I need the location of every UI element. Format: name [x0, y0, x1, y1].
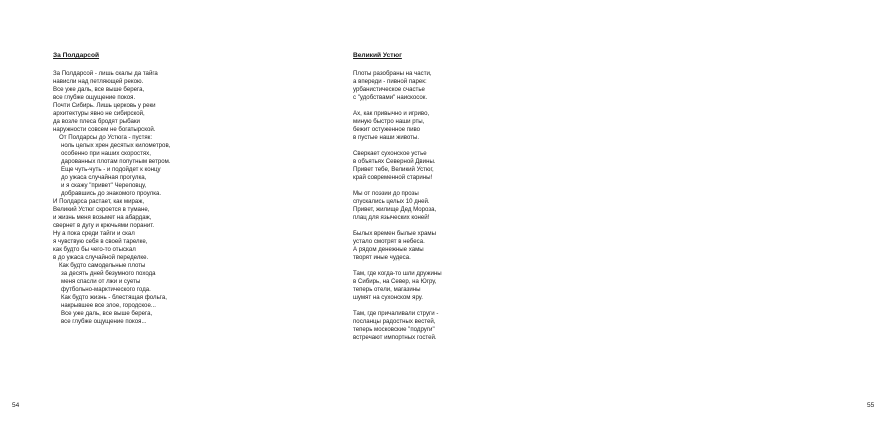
poem-line: Великий Устюг скроется в тумане,	[53, 206, 150, 213]
poem-line: Мы от поэзии до прозы	[353, 190, 419, 197]
poem-line: бежит остуженное пиво	[353, 126, 421, 133]
poem-line: и жизнь меня возьмет на абардаж,	[53, 214, 152, 221]
poem-line: все глубже ощущение покоя.	[53, 94, 136, 101]
poem-line: Плоты разобраны на части,	[353, 70, 432, 77]
stanza	[353, 110, 553, 142]
poem-line: в до ужаса случайной переделке.	[53, 254, 149, 261]
poem-line: край современной старины!	[353, 174, 433, 181]
poem-title: За Полдарсой	[53, 52, 100, 59]
poem-line: ноль целых хрен десятых километров,	[61, 142, 171, 149]
poem-line: в пустые наши животы.	[353, 134, 420, 141]
poem-line: Как будто самодельные плоты	[59, 262, 146, 269]
poem-line: футбольно-марктического года.	[61, 286, 151, 293]
poem-line: встречают импортных гостей.	[353, 334, 437, 341]
poem-line: добравшись до знакомого проулка.	[61, 190, 162, 197]
poem-line: Сверкает сухонское устье	[353, 150, 427, 157]
poem-line: дарованных плотам попутным ветром.	[61, 158, 171, 165]
poem-line: свернет в дугу и крючьями поранит.	[53, 222, 155, 229]
stanza	[353, 310, 553, 342]
poem-velikiy-ustyug	[353, 52, 553, 350]
poem-line: творят иные чудеса.	[353, 254, 411, 261]
poem-line: Почти Сибирь. Лишь церковь у реки	[53, 102, 156, 109]
poem-line: миную быстро наши рты,	[353, 118, 425, 125]
poem-line: и я скажу "привет" Череповцу,	[61, 182, 147, 189]
poem-line: И Полдарса растает, как мираж,	[53, 198, 145, 205]
poem-line: шумят на сухонском яру.	[353, 294, 423, 301]
stanza	[353, 270, 553, 302]
stanza	[353, 150, 553, 182]
poem-line: с "удобствами" наискосок.	[353, 94, 428, 101]
poem-line: Еще чуть-чуть - и подойдет к концу	[61, 166, 161, 173]
poem-line: а впереди - пивной парек:	[353, 78, 427, 85]
page-number: 54	[12, 402, 20, 409]
poem-line: нависли над петляющей рекою.	[53, 78, 144, 85]
poem-line: меня спасли от лжи и суеты	[61, 278, 141, 285]
poem-line: Былых времен былые храмы	[353, 230, 436, 237]
poem-line: в объятьях Северной Двины.	[353, 158, 436, 165]
poem-line: за десять дней безумного похода	[61, 270, 156, 277]
poem-line: Ах, как привычно и игриво,	[353, 110, 430, 117]
poem-line: Там, где когда-то шли дружины	[353, 270, 442, 277]
poem-line: все глубже ощущение покоя...	[61, 318, 147, 325]
poem-body	[53, 70, 253, 326]
poem-line: я чувствую себя в своей тарелке,	[53, 238, 148, 245]
poem-line: накрывшее все злое, городское...	[61, 302, 156, 309]
poem-line: посланцы радостных вестей,	[353, 318, 436, 325]
poem-line: урбанистическое счастье	[353, 86, 425, 93]
poem-line: Привет, жилище Дед Мороза,	[353, 206, 437, 213]
stanza	[353, 230, 553, 262]
poem-line: Как будто жизнь - блестящая фольга,	[61, 294, 167, 301]
poem-line: Все уже даль, все выше берега,	[53, 86, 145, 93]
poem-line: архитектуры явно не сибирской,	[53, 110, 145, 117]
poem-line: теперь московские "подруги"	[353, 326, 435, 333]
poem-line: Все уже даль, все выше берега,	[61, 310, 153, 317]
poem-line: особенно при наших скоростях,	[61, 150, 151, 157]
poem-body	[353, 70, 553, 342]
left-page	[0, 0, 300, 424]
poem-title: Великий Устюг	[353, 52, 402, 59]
poem-line: Привет тебе, Великий Устюг,	[353, 166, 434, 173]
stanza	[353, 190, 553, 222]
stanza	[353, 70, 553, 102]
poem-line: плац для языческих коней!	[353, 214, 430, 221]
poem-line: А рядом денежные хамы	[353, 246, 424, 253]
right-page	[300, 0, 874, 424]
poem-line: как будто бы чего-то отыскал	[53, 246, 136, 253]
poem-line: теперь отели, магазины	[353, 286, 421, 293]
page-number: 55	[867, 402, 874, 409]
poem-line: За Полдарсой - лишь скалы да тайга	[53, 70, 158, 77]
poem-line: Ну а пока среди тайги и скал	[53, 230, 135, 237]
poem-line: спускались целых 10 дней.	[353, 198, 430, 205]
poem-line: в Сибирь, на Север, на Югру,	[353, 278, 437, 285]
poem-line: От Полдарсы до Устюга - пустяк:	[59, 134, 153, 141]
poem-za-poldarsoy	[53, 52, 253, 326]
poem-line: устало смотрят в небеса.	[353, 238, 425, 245]
poem-line: наружности совсем не богатырской.	[53, 126, 156, 133]
poem-line: да возле плеса бродят рыбаки	[53, 118, 140, 125]
poem-line: Там, где причаливали струги -	[353, 310, 439, 317]
poem-line: до ужаса случайная прогулка,	[61, 174, 147, 181]
